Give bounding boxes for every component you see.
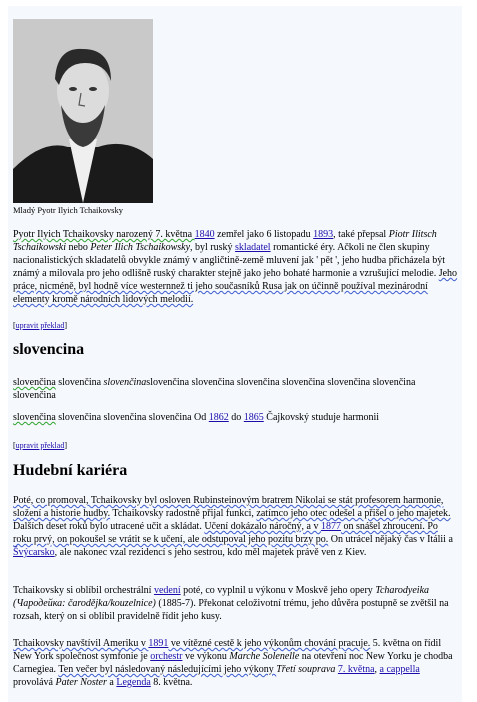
para-text: (1885-7). Překonat celoživotní trému, jeho důvěra postupně se zvětšil na rozsah, který on si oblíbil pravidelně řídit jeho kusy. xyxy=(13,598,449,622)
edit-translation-link: [upravit překlad] xyxy=(13,321,67,330)
para-text: Tchaikovsky navštívil Ameriku v xyxy=(13,638,149,649)
link-1891[interactable]: 1891 xyxy=(148,638,169,649)
link-1862[interactable]: 1862 xyxy=(208,412,229,423)
intro-text: , byl ruský xyxy=(190,242,236,253)
heading-hudebni-kariera: Hudební kariéra xyxy=(13,462,128,479)
edit-translation-button[interactable]: upravit překlad xyxy=(15,321,65,330)
para-italic: Tcharodyeika (Чародейка: čarodějka/kouzelnice) xyxy=(13,585,430,609)
para-text: na otevření noc New Yorku je chodba Carnegiea. xyxy=(13,651,453,675)
intro-text: , také přepsal xyxy=(333,229,389,240)
kariera-paragraph-1 xyxy=(13,494,458,559)
para-text: on snášel zhroucení. xyxy=(340,521,425,532)
slovencina-paragraph-2 xyxy=(13,411,453,424)
para-text: poté, co vyplnil u výkonu v Moskvě jeho opery xyxy=(180,585,376,596)
para-text: do xyxy=(228,412,244,423)
slovencina-paragraph-1 xyxy=(13,376,453,402)
para-text: 8. května. xyxy=(150,677,193,688)
para-text: 5. května on řídil New York společnost symfonie je xyxy=(13,638,442,662)
para-italic: Třetí souprava xyxy=(276,664,336,675)
para-text: provolává xyxy=(13,677,56,688)
link-a-cappella[interactable]: a cappella xyxy=(379,664,420,675)
edit-translation-button[interactable]: upravit překlad xyxy=(15,441,65,450)
link-1840[interactable]: 1840 xyxy=(194,229,215,240)
para-text: slovenčina xyxy=(13,377,56,388)
link-1877[interactable]: 1877 xyxy=(320,521,341,532)
para-text: ve výkonu xyxy=(182,651,230,662)
photo-caption: Mladý Pyotr Ilyich Tchaikovsky xyxy=(13,205,123,215)
para-text: Učení dokázalo náročný, a v xyxy=(204,521,321,532)
para-text: Čajkovský studuje harmonii xyxy=(263,412,380,423)
portrait-photo xyxy=(13,19,153,203)
intro-text: Pyotr Ilyich Tchaikovsky narozený 7. května xyxy=(13,229,195,240)
link-legenda[interactable]: Legenda xyxy=(116,677,151,688)
para-text: Poté, co promoval, Tchaikovsky byl osloven Rubinsteinovým bratrem Nikolai se stát profesorem harmonie, složení a historie hudby. xyxy=(13,495,444,519)
intro-text: Jeho práce, nicméně, byl hodně více westernnež ti jeho současníků Rusa jak on účinně používal mezinárodní elementy kromě národních lidových melodií. xyxy=(13,268,458,305)
para-text: , xyxy=(374,664,380,675)
para-text: slovenčina xyxy=(13,412,56,423)
para-text: slovenčina slovenčina slovenčina Od xyxy=(55,412,209,423)
para-text: zatímco jeho otec odešel a přišel o jeho majetek. xyxy=(256,508,451,519)
para-text: Ten večer byl následovaný následujícími jeho výkony xyxy=(58,664,277,675)
para-text: Tchaikovsky radostně přijal funkci, xyxy=(110,508,257,519)
para-italic: Pater Noster xyxy=(55,677,107,688)
intro-text: nebo xyxy=(65,242,91,253)
para-text: Dalších deset roků bylo utracené učit a skládat. xyxy=(13,521,205,532)
link-vedeni[interactable]: vedení xyxy=(153,585,181,596)
intro-italic-name: Piotr Ilitsch Tschaikowski xyxy=(13,229,437,253)
link-skladatel[interactable]: skladatel xyxy=(235,242,271,253)
para-text: Po roku prvý, on pokoušel se vrátit se k učení, ale odstupoval jeho pozitu brzy po. xyxy=(13,521,438,545)
para-text: On utrácel nějaký čas v Itálii a xyxy=(328,534,453,545)
kariera-paragraph-2 xyxy=(13,584,458,623)
intro-paragraph xyxy=(13,228,458,306)
link-1865[interactable]: 1865 xyxy=(243,412,264,423)
kariera-paragraph-3 xyxy=(13,637,458,689)
intro-italic-name: Peter Ilich Tschaikowsky xyxy=(90,242,191,253)
para-text: Tchaikovsky si oblíbil orchestrální xyxy=(13,585,154,596)
heading-slovencina: slovencina xyxy=(13,341,85,358)
para-text: slovenčina xyxy=(55,377,104,388)
link-7-kvetna[interactable]: 7. května xyxy=(337,664,375,675)
intro-text: romantické éry. Ačkoli ne člen skupiny nacionalistických skladatelů obvykle známý v angličtině-země mluvení jak ' pět ', jeho hudba přicházela být známý a milovala pro jeho odlišně ruský charakter stejně jako jeho bohaté harmonie a vzrušující melodie. xyxy=(13,242,446,279)
para-text: , ale nakonec vzal rezidencí s jeho sestrou, kdo měl majetek právě ven z Kiev. xyxy=(54,547,367,558)
portrait-image xyxy=(13,19,153,203)
link-1893[interactable]: 1893 xyxy=(313,229,334,240)
intro-text: zemřel jako 6 listopadu xyxy=(214,229,314,240)
link-svycarsko[interactable]: Švýcarsko xyxy=(13,547,55,558)
link-orchestr[interactable]: orchestr xyxy=(150,651,183,662)
para-text: slovenčina slovenčina slovenčina slovenčina slovenčina slovenčina slovenčina xyxy=(13,377,416,401)
para-italic: slovenčina xyxy=(103,377,147,388)
para-text: a xyxy=(106,677,117,688)
edit-translation-link: [upravit překlad] xyxy=(13,441,67,450)
para-italic: Marche Solenelle xyxy=(229,651,300,662)
article-page xyxy=(8,6,462,702)
para-text: ve vítězné cestě k jeho výkonům chování pracuje. xyxy=(168,638,371,649)
